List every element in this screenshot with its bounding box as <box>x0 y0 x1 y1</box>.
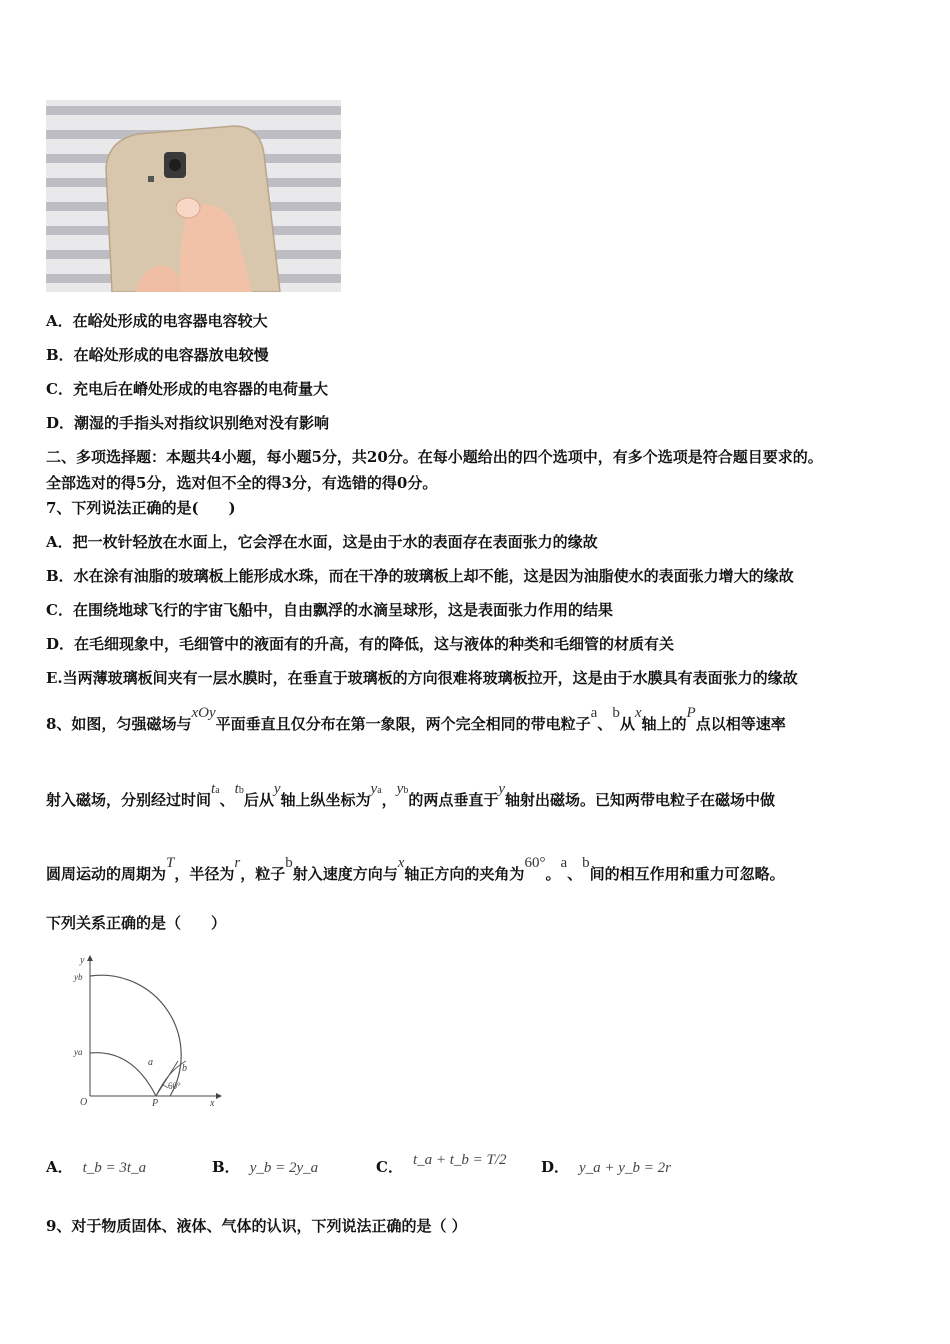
diagram-label-a: a <box>148 1057 153 1068</box>
q7-option-a: A．把一枚针轻放在水面上，它会浮在水面，这是由于水的表面存在表面张力的缘故 <box>46 533 598 551</box>
q8-stem-line3 <box>46 855 785 885</box>
fingerprint-phone-photo <box>46 100 341 292</box>
q8-text: 间的相互作用和重力可忽略。 <box>589 865 785 883</box>
q8-text: 轴射出磁场。已知两带电粒子在磁场中做 <box>505 791 776 809</box>
math-y: y <box>273 781 281 797</box>
q8-text: 、 <box>219 791 235 809</box>
q6-option-d: D．潮湿的手指头对指纹识别绝对没有影响 <box>46 414 330 432</box>
q8-text: 从 <box>619 715 635 733</box>
q6-option-b: B．在峪处形成的电容器放电较慢 <box>46 346 269 364</box>
math-a: a <box>590 705 598 721</box>
math-p: P <box>686 705 696 721</box>
diagram-label-yb: yb <box>74 972 83 982</box>
math-b3: b <box>582 855 590 871</box>
q7-option-b: B．水在涂有油脂的玻璃板上能形成水珠，而在干净的玻璃板上却不能，这是因为油脂使水的表面张力增大的缘故 <box>46 567 794 585</box>
section-heading-line1: 二、多项选择题：本题共4小题，每小题5分，共20分。在每小题给出的四个选项中，有多个选项是符合题目要求的。 <box>46 448 823 466</box>
diagram-label-angle: 60° <box>168 1081 181 1091</box>
math-t: T <box>166 855 175 871</box>
q9-stem: 9、对于物质固体、液体、气体的认识，下列说法正确的是（ ） <box>46 1217 467 1235</box>
q8-text: 射入磁场，分别经过时间 <box>46 791 212 809</box>
q8-option-c: C． t_a + t_b = T/2 <box>376 1152 507 1176</box>
diagram-label-ya: ya <box>74 1047 83 1057</box>
math-a2: a <box>560 855 568 871</box>
math-60deg: 60° <box>524 855 546 871</box>
q8-text: 点以相等速率 <box>695 715 786 733</box>
q8-text: ，粒子 <box>240 865 286 883</box>
q8-option-b: B． y_b = 2y_a <box>212 1158 319 1176</box>
q8-text: 后从 <box>243 791 274 809</box>
q8-text: 平面垂直且仅分布在第一象限，两个完全相同的带电粒子 <box>215 715 591 733</box>
q8-option-a: A． t_b = 3t_a <box>46 1158 147 1176</box>
math-ta: ta <box>211 781 220 797</box>
q8-text: 、 <box>597 715 613 733</box>
q8-text: 8、如图，匀强磁场与 <box>46 715 192 733</box>
q7-option-c: C．在围绕地球飞行的宇宙飞船中，自由飘浮的水滴呈球形，这是表面张力作用的结果 <box>46 601 613 619</box>
q7-option-e: E.当两薄玻璃板间夹有一层水膜时，在垂直于玻璃板的方向很难将玻璃板拉开，这是由于水膜具有表面张力的缘故 <box>46 669 798 687</box>
q8-stem-line4: 下列关系正确的是（ ） <box>46 914 227 932</box>
q7-stem: 7、下列说法正确的是( ) <box>46 499 236 517</box>
diagram-label-y: y <box>80 955 85 966</box>
diagram-label-p: P <box>152 1098 159 1108</box>
q6-option-a: A．在峪处形成的电容器电容较大 <box>46 312 268 330</box>
q8-stem-line2 <box>46 781 776 813</box>
q8-text: 圆周运动的周期为 <box>46 865 167 883</box>
q6-option-c: C．充电后在嵴处形成的电容器的电荷量大 <box>46 380 328 398</box>
diagram-label-x: x <box>210 1098 215 1108</box>
magnetic-field-diagram <box>68 953 228 1108</box>
q8-text: ，半径为 <box>174 865 235 883</box>
math-ya: ya <box>370 781 382 797</box>
q8-text: 。 <box>545 865 561 883</box>
math-x: x <box>634 705 642 721</box>
math-b2: b <box>285 855 293 871</box>
math-xoy: xOy <box>191 705 216 721</box>
q8-text: ， <box>381 791 397 809</box>
math-yb: yb <box>396 781 409 797</box>
math-r: r <box>234 855 241 871</box>
q8-option-d: D． y_a + y_b = 2r <box>541 1158 671 1176</box>
q8-text: 轴上纵坐标为 <box>280 791 371 809</box>
q8-text: 轴正方向的夹角为 <box>404 865 525 883</box>
q8-stem-line1 <box>46 705 786 735</box>
math-x2: x <box>397 855 405 871</box>
math-y2: y <box>498 781 506 797</box>
q8-text: 的两点垂直于 <box>408 791 499 809</box>
section-heading-line2: 全部选对的得5分，选对但不全的得3分，有选错的得0分。 <box>46 474 438 492</box>
q8-text: 轴上的 <box>641 715 687 733</box>
q8-text: 、 <box>567 865 583 883</box>
math-tb: tb <box>234 781 244 797</box>
diagram-label-o: O <box>80 1097 88 1108</box>
math-b: b <box>612 705 620 721</box>
q8-text: 射入速度方向与 <box>292 865 398 883</box>
diagram-label-b: b <box>182 1063 187 1074</box>
q7-option-d: D．在毛细现象中，毛细管中的液面有的升高，有的降低，这与液体的种类和毛细管的材质有关 <box>46 635 675 653</box>
